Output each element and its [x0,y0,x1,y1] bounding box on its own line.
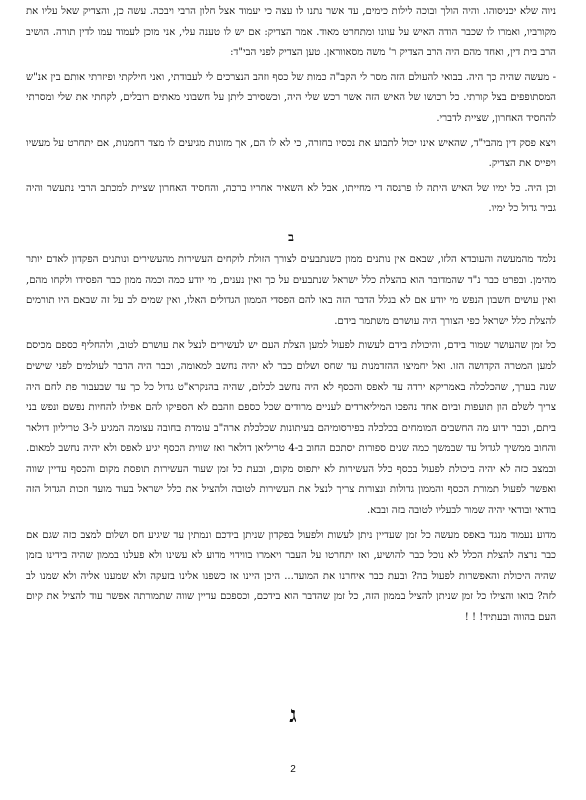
paragraph-lesson: נלמד מהמעשה והעובדא הלזו, שבאם אין נותנים ממון כשנתבעים לצורך הזולת לוקחים העשירות מהעשירים ונותנים הפקדון לאדם יותר מהימן. ובפרט כבר נ"ד שהמדובר הוא בהצלת כלל ישראל שנתבעים על כך ואין נענים, מי יודע כמה וכמה ממון כבר הפסידו ולקחו מהם, ואין עושים חשבון הנפש מי יודע אם לא בגלל הדבר הזה באו להם הפסדי הממון הגדולים האלו, ואין שמים לב על זה שבאם היו תורמים להצלת כלל ישראל כפי הצורך היה עושרם משתמר בידם. [26,253,557,327]
section-letter-mark: ג [289,702,297,728]
section-heading: ב [288,229,294,244]
paragraph-wealth-warning: כל זמן שהעושר שמור בידם, והיכולת בידם לעשות לפעול למען הצלת העם יש לעשירים לנצל את עושרם לטוב, ולהחליף כספם מכיסם למען המטרה הקדושה הזו. ואל יחמיצו ההזדמנות עד שחס ושלום כבר לא יהיה נחשב למאומה, וכבר היה הדבר לעולמים לפני שישים שנה בערך, שהכלכלה באמריקא ירדה עד לאפס והכסף לא היה נחשב לכלום, שהיה בהנקרא"ט גדול כל כך עד שבעבור פת לחם היה צריך לשלם הון תועפות וביום אחד נהפכו המיליארדים לעניים מרודים שכל כספם וזהבם לא הספיקו להם אפילו להחיות נפשם ונפש בני ביתם, וכבר ידוע מה החשבים המומחים בכלכלה בפירסומיהם בעיתונות שכלכלת ארה"ב עומדת בחובה עצומה המגיע ל-3 טריליון דולאר והחוב ממשיך לגדול עד שבמשך כמה שנים ספורות יסתכם החוב ב-4 טריליאן דולאר ואז שווית הכסף יגיע לאפס ולא יהיה נחשב למאום. ובמצב כזה לא יהיה ביכולת לפעול בכסף כלל העשירות לא יתפוס מקום, ובעת כל זמן שעוד העשירות תופסת מקום והכסף עדיין שווה ואפשר לפעול תמורת הכסף והממון גדולות ונצורות צריך לנצל את העשירות לטובה ולהציל את כלל ישראל בעוד מועד וזכות הגדול הזה בודאי ובודאי יהיה שמור לבעליו לטובה בזה ובבא. [26,340,556,517]
paragraph-story-intro: ניוה שלא יכניסוהו. והיה הולך ובוכה לילות כימים, עד אשר נתנו לו עצה כי יעמוד אצל חלון הרבי ויבכה. עשה כן, והצדיק שאל עליו את מקורביו, ואמרו לו שכבר הודה האיש על עוונו ומתחרט מאוד. אמר הצדיק: אם יש לו טענה עלי, אני מוכן לעמוד עמו לדין תורה. הושיב הרב בית דין, ואחד מהם היה הרב הצדיק ר' משה מסאווראן. טען הצדיק לפני הבי"ד: [26,6,556,59]
paragraph-tzadik-claim: - מעשה שהיה כך היה. בבואי להעולם הזה מסר לי הקב"ה כמות של כסף וזהב הנצרכים לי לעבודתי, ואני חילקתי ופיזרתי אותם בין אנ"ש המסתופפים בצל קורתי. כל רכושו של האיש הזה אשר רכש שלי היה, וכשסירב ליתן על חשבוני מאתים רובלים, לקחתי את שלי ומסרתי להחסיד האחרון, שציית לדברי. [26,71,556,124]
paragraph-outcome: וכן היה. כל ימיו של האיש היתה לו פרנסה די מחייתו, אבל לא השאיר אחריו ברכה, והחסיד האחרון שציית למכתב הרבי נתעשר והיה גביר גדול כל ימיו. [26,182,556,215]
paragraph-verdict: ויצא פסק דין מהבי"ד, שהאיש אינו יכול לתבוע את נכסיו בחזרה, כי לא לו הם, אך מזונות מגיעים לו מצד רחמנות, אם יתחרט על מעשיו ויפייס את הצדיק. [26,137,556,170]
paragraph-call-to-action: מדוע נעמוד מנגד באפס מעשה כל זמן שעדיין ניתן לעשות ולפעול בפקדון שניתן בידכם ונמתין עד שיגיע חס ושלום למצב כזה שגם אם כבר נרצה להצלת הכלל לא נוכל כבר להושיע, ואז יתחרטו על העבר ויאמרו בווידוי מדוע לא עשינו ולא פעלנו בממון שהיה בידינו בזמן שהיה היכולת והאפשרות לפעול בה? ובעת כבר איחרנו את המועד... היכן היינו אז כשפנו אלינו בזעקה ולא שמענו אליה ולא שמנו לב לזה? בואו והצילו כל זמן שניתן להציל בממון הזה, כל זמן שהדבר הוא בידכם, וכספכם עדיין שווה שתמורתה אפשר עוד להציל את קיום העם בהווה ובעתיד! ! ! [26,529,556,624]
page-number: 2 [290,764,296,775]
